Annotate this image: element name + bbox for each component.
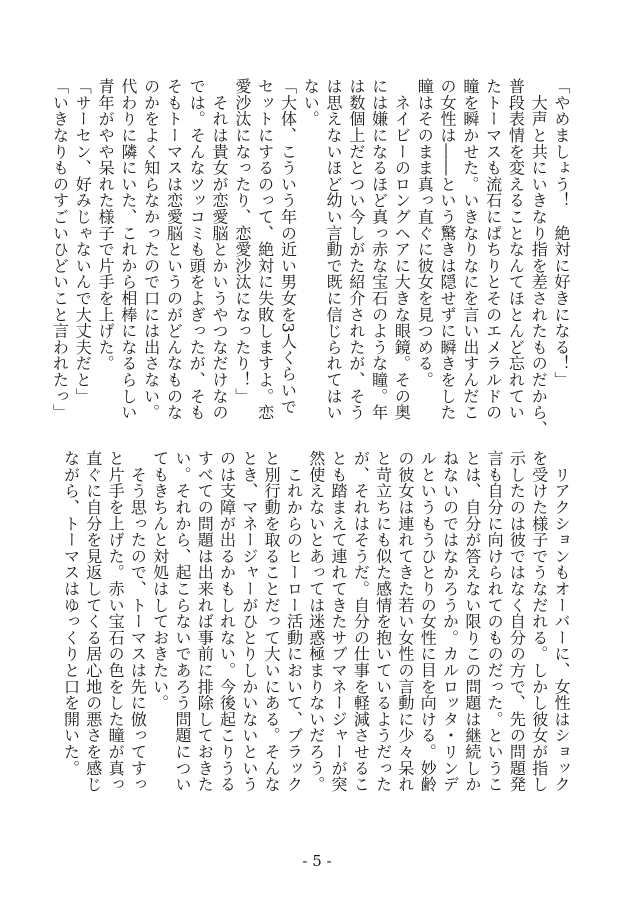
text-line: 「やめましょう！ 絶対に好きになる！」 xyxy=(552,78,571,388)
text-line: たトーマスも流石にぱちりとそのエメラルドの xyxy=(483,78,503,421)
text-line: すべての問題は出来れば事前に排除しておきた xyxy=(195,450,215,793)
text-line: それは貴女が恋愛脳とかいうやつなだけなの xyxy=(210,78,230,421)
text-line: が、それはそうだ。自分の仕事を軽減させるこ xyxy=(351,450,371,793)
text-line: の彼女は連れてきた若い女性の言動に少々呆れ xyxy=(395,450,415,793)
text-line: 青年がやや呆れた様子で片手を上げた。 xyxy=(96,78,116,372)
page-number: - 5 - xyxy=(302,852,332,870)
text-line: い。それから、起こらないであろう問題につい xyxy=(172,450,192,793)
text-line: と別行動を取ることだって大いにある。そんな xyxy=(262,450,282,793)
text-line: 普段表情を変えることなんてほとんど忘れてい xyxy=(506,78,526,421)
text-line: 言も自分に向けられてのものだった。というこ xyxy=(485,450,505,793)
text-line: 愛沙汰になったり、恋愛沙汰になったり！」 xyxy=(232,78,252,404)
text-line: のかをよく知らなかったので口には出さない。 xyxy=(141,78,161,421)
text-line: 然使えないとあっては迷惑極まりないだろう。 xyxy=(306,450,326,793)
text-line: 「大体、こういう年の近い男女を3人くらいで xyxy=(278,78,298,415)
text-block-lower xyxy=(59,450,572,805)
text-block-upper xyxy=(48,78,572,437)
text-line: リアクションもオーバーに、女性はショック xyxy=(552,450,571,793)
text-line: とは、自分が答えない限りこの問題は継続しか xyxy=(462,450,482,793)
text-line: 瞳を瞬かせた。いきなりなにを言い出すんだこ xyxy=(460,78,480,421)
text-line: セットにするのって、絶対に失敗しますよ。恋 xyxy=(255,78,275,421)
text-line: 瞳はそのまま真っ直ぐに彼女を見つめる。 xyxy=(415,78,435,388)
text-line: の女性は――という驚きは隠せずに瞬きをした xyxy=(438,78,458,421)
text-line: ねないのではなかろうか。カルロッタ・リンデ xyxy=(440,450,460,793)
text-line: 「サーセン、好みじゃないんで大丈夫だと」 xyxy=(73,78,93,404)
text-line: では。そんなツッコミも頭をよぎったが、そも xyxy=(187,78,207,421)
text-line: ない。 xyxy=(301,78,321,127)
text-line: ネイビーのロングヘアに大きな眼鏡。その奥 xyxy=(392,78,412,421)
text-line: を受けた様子でうなだれる。しかし彼女が指し xyxy=(529,450,549,793)
text-line: 「いきなりものすごいひどいこと言われたっ」 xyxy=(50,78,70,421)
text-line: と苛立ちにも似た感情を抱いているようだった xyxy=(373,450,393,793)
text-line: 代わりに隣にいた、これから相棒になるらしい xyxy=(118,78,138,421)
text-line: のは支障が出るかもしれない。今後起こりうる xyxy=(217,450,237,793)
text-line: そう思ったので、トーマスは先に倣ってすっ xyxy=(128,450,148,793)
text-line: は数個上だとつい今しがた紹介されたが、そう xyxy=(346,78,366,421)
text-line: ルというもうひとりの女性に目を向ける。妙齢 xyxy=(418,450,438,793)
text-line: と片手を上げた。赤い宝石の色をした瞳が真っ xyxy=(106,450,126,793)
text-line: これからのヒーロー活動において、ブラック xyxy=(284,450,304,793)
text-line: とき、マネージャーがひとりしかいないという xyxy=(239,450,259,793)
text-line: 示したのは彼ではなく自分の方で、先の問題発 xyxy=(507,450,527,793)
text-line: とも踏まえて連れてきたサブマネージャーが突 xyxy=(329,450,349,793)
text-line: てもきちんと対処はしておきたい。 xyxy=(150,450,170,711)
text-line: ながら、トーマスはゆっくりと口を開いた。 xyxy=(61,450,81,776)
text-line: には嫌になるほど真っ赤な宝石のような瞳。年 xyxy=(369,78,389,421)
text-line: 大声と共にいきなり指を差されたものだから、 xyxy=(529,78,549,437)
text-line: そもトーマスは恋愛脳というのがどんなものな xyxy=(164,78,184,421)
text-line: は思えないほど幼い言動で既に信じられてはい xyxy=(324,78,344,421)
text-line: 直ぐに自分を見返してくる居心地の悪さを感じ xyxy=(83,450,103,793)
